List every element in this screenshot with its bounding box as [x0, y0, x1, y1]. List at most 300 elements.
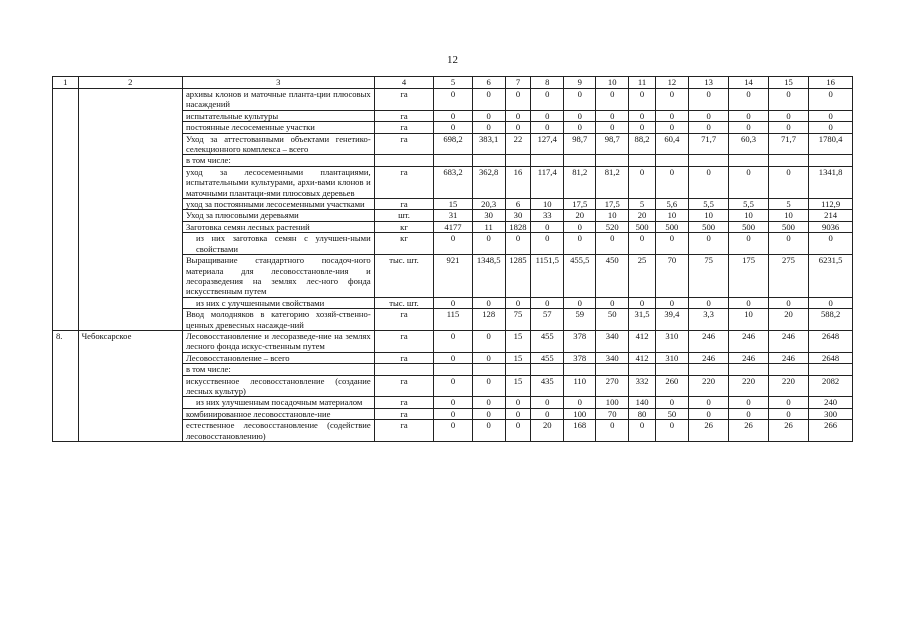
value-cell: 0	[768, 166, 808, 198]
value-cell: 0	[531, 397, 564, 408]
value-cell: 31	[434, 210, 472, 221]
value-cell	[564, 364, 596, 375]
value-cell	[434, 364, 472, 375]
value-cell: 0	[531, 89, 564, 111]
value-cell: 175	[729, 255, 768, 298]
value-cell: 10	[655, 210, 688, 221]
value-cell	[729, 364, 768, 375]
value-cell: 340	[596, 330, 629, 352]
value-cell: 220	[688, 375, 728, 397]
value-cell: 246	[768, 330, 808, 352]
unit-cell	[374, 364, 434, 375]
unit-cell: га	[374, 309, 434, 331]
activity-name-cell: Выращивание стандартного посадоч-ного материала для лесовосстановле-ния и лесоразведения на землях лес-ного фонда искусственным путем	[182, 255, 374, 298]
row-number-cell	[53, 89, 79, 331]
value-cell: 10	[768, 210, 808, 221]
column-number-cell: 10	[596, 77, 629, 89]
value-cell: 240	[809, 397, 853, 408]
table-row	[53, 89, 853, 111]
value-cell: 455,5	[564, 255, 596, 298]
activity-name-cell: постоянные лесосеменные участки	[182, 122, 374, 133]
value-cell: 500	[768, 221, 808, 232]
value-cell: 127,4	[531, 133, 564, 155]
value-cell: 0	[434, 122, 472, 133]
value-cell: 246	[768, 352, 808, 363]
value-cell: 22	[505, 133, 531, 155]
value-cell: 383,1	[472, 133, 505, 155]
value-cell: 0	[688, 408, 728, 419]
value-cell: 0	[629, 420, 656, 442]
column-number-cell: 7	[505, 77, 531, 89]
value-cell: 310	[655, 352, 688, 363]
value-cell: 0	[655, 397, 688, 408]
table-body	[53, 77, 853, 442]
value-cell: 0	[434, 420, 472, 442]
value-cell: 26	[688, 420, 728, 442]
value-cell: 0	[596, 110, 629, 121]
value-cell: 0	[655, 166, 688, 198]
value-cell: 0	[629, 122, 656, 133]
value-cell: 15	[505, 352, 531, 363]
value-cell: 0	[505, 110, 531, 121]
value-cell: 0	[472, 375, 505, 397]
value-cell: 20,3	[472, 199, 505, 210]
value-cell: 455	[531, 352, 564, 363]
value-cell: 0	[768, 233, 808, 255]
value-cell: 17,5	[564, 199, 596, 210]
value-cell: 57	[531, 309, 564, 331]
column-number-cell: 3	[182, 77, 374, 89]
value-cell: 455	[531, 330, 564, 352]
value-cell: 39,4	[655, 309, 688, 331]
value-cell: 0	[564, 297, 596, 308]
value-cell: 16	[505, 166, 531, 198]
value-cell: 1285	[505, 255, 531, 298]
value-cell: 26	[768, 420, 808, 442]
value-cell	[809, 155, 853, 166]
value-cell: 0	[472, 408, 505, 419]
value-cell: 0	[434, 408, 472, 419]
value-cell: 0	[472, 297, 505, 308]
forest-plan-table	[52, 76, 853, 442]
activity-name-cell: из них улучшенным посадочным материалом	[182, 397, 374, 408]
activity-name-cell: архивы клонов и маточные планта-ции плюсовых насаждений	[182, 89, 374, 111]
activity-name-cell: уход за постоянными лесосеменными участками	[182, 199, 374, 210]
value-cell: 1828	[505, 221, 531, 232]
value-cell: 10	[729, 210, 768, 221]
value-cell: 310	[655, 330, 688, 352]
value-cell: 0	[531, 297, 564, 308]
activity-name-cell: в том числе:	[182, 364, 374, 375]
value-cell: 75	[688, 255, 728, 298]
value-cell: 435	[531, 375, 564, 397]
value-cell: 220	[729, 375, 768, 397]
value-cell: 300	[809, 408, 853, 419]
forestry-name-cell	[78, 89, 182, 331]
value-cell: 25	[629, 255, 656, 298]
value-cell: 412	[629, 352, 656, 363]
value-cell: 5	[629, 199, 656, 210]
value-cell: 0	[531, 221, 564, 232]
activity-name-cell: Заготовка семян лесных растений	[182, 221, 374, 232]
value-cell	[629, 155, 656, 166]
unit-cell: га	[374, 89, 434, 111]
value-cell: 81,2	[596, 166, 629, 198]
value-cell: 0	[655, 122, 688, 133]
value-cell: 2648	[809, 352, 853, 363]
value-cell: 60,4	[655, 133, 688, 155]
value-cell: 0	[809, 122, 853, 133]
activity-name-cell: в том числе:	[182, 155, 374, 166]
value-cell: 0	[768, 89, 808, 111]
value-cell: 3,3	[688, 309, 728, 331]
value-cell: 71,7	[768, 133, 808, 155]
value-cell: 0	[472, 122, 505, 133]
value-cell: 450	[596, 255, 629, 298]
value-cell: 0	[809, 89, 853, 111]
value-cell: 378	[564, 352, 596, 363]
value-cell	[596, 155, 629, 166]
activity-name-cell: искусственное лесовосстановление (создание лесных культур)	[182, 375, 374, 397]
value-cell: 0	[629, 297, 656, 308]
value-cell: 362,8	[472, 166, 505, 198]
value-cell: 275	[768, 255, 808, 298]
value-cell: 88,2	[629, 133, 656, 155]
value-cell: 60,3	[729, 133, 768, 155]
value-cell: 50	[655, 408, 688, 419]
value-cell: 0	[472, 352, 505, 363]
activity-name-cell: комбинированное лесовосстановле-ние	[182, 408, 374, 419]
value-cell: 0	[768, 408, 808, 419]
value-cell: 98,7	[564, 133, 596, 155]
value-cell: 70	[596, 408, 629, 419]
value-cell: 71,7	[688, 133, 728, 155]
value-cell: 17,5	[596, 199, 629, 210]
column-number-cell: 9	[564, 77, 596, 89]
value-cell: 0	[809, 233, 853, 255]
value-cell: 1341,8	[809, 166, 853, 198]
value-cell: 112,9	[809, 199, 853, 210]
value-cell: 0	[505, 408, 531, 419]
value-cell: 0	[472, 110, 505, 121]
value-cell: 0	[564, 110, 596, 121]
value-cell: 412	[629, 330, 656, 352]
column-number-cell: 12	[655, 77, 688, 89]
value-cell: 0	[729, 166, 768, 198]
unit-cell: кг	[374, 221, 434, 232]
value-cell: 0	[629, 166, 656, 198]
unit-cell: кг	[374, 233, 434, 255]
unit-cell: га	[374, 408, 434, 419]
value-cell	[505, 364, 531, 375]
value-cell: 0	[655, 89, 688, 111]
value-cell: 500	[655, 221, 688, 232]
value-cell: 115	[434, 309, 472, 331]
value-cell: 31,5	[629, 309, 656, 331]
column-number-cell: 6	[472, 77, 505, 89]
value-cell: 0	[768, 397, 808, 408]
unit-cell: га	[374, 375, 434, 397]
value-cell: 246	[688, 352, 728, 363]
value-cell: 0	[531, 233, 564, 255]
value-cell: 20	[629, 210, 656, 221]
value-cell	[564, 155, 596, 166]
value-cell: 260	[655, 375, 688, 397]
value-cell: 0	[564, 233, 596, 255]
unit-cell: га	[374, 330, 434, 352]
unit-cell: тыс. шт.	[374, 297, 434, 308]
value-cell	[688, 155, 728, 166]
value-cell: 0	[688, 397, 728, 408]
value-cell: 0	[596, 89, 629, 111]
value-cell: 50	[596, 309, 629, 331]
value-cell: 698,2	[434, 133, 472, 155]
column-number-cell: 14	[729, 77, 768, 89]
value-cell	[472, 155, 505, 166]
value-cell: 500	[729, 221, 768, 232]
value-cell: 2648	[809, 330, 853, 352]
value-cell: 0	[729, 297, 768, 308]
value-cell: 100	[564, 408, 596, 419]
value-cell: 0	[564, 397, 596, 408]
value-cell: 33	[531, 210, 564, 221]
value-cell	[472, 364, 505, 375]
value-cell: 0	[688, 297, 728, 308]
value-cell	[531, 155, 564, 166]
value-cell: 0	[596, 122, 629, 133]
value-cell: 6231,5	[809, 255, 853, 298]
value-cell: 0	[472, 89, 505, 111]
value-cell: 332	[629, 375, 656, 397]
value-cell: 15	[434, 199, 472, 210]
value-cell: 128	[472, 309, 505, 331]
value-cell: 0	[531, 408, 564, 419]
unit-cell: га	[374, 420, 434, 442]
value-cell	[729, 155, 768, 166]
value-cell: 6	[505, 199, 531, 210]
activity-name-cell: Ввод молодняков в категорию хозяй-ственно-ценных древесных насажде-ний	[182, 309, 374, 331]
value-cell: 0	[531, 122, 564, 133]
value-cell: 0	[434, 330, 472, 352]
value-cell: 0	[655, 110, 688, 121]
value-cell: 0	[531, 110, 564, 121]
value-cell: 0	[434, 297, 472, 308]
value-cell: 921	[434, 255, 472, 298]
value-cell: 266	[809, 420, 853, 442]
value-cell: 0	[505, 233, 531, 255]
value-cell: 0	[629, 89, 656, 111]
column-number-cell: 15	[768, 77, 808, 89]
value-cell: 0	[505, 89, 531, 111]
value-cell: 5,5	[729, 199, 768, 210]
column-number-cell: 5	[434, 77, 472, 89]
value-cell: 20	[768, 309, 808, 331]
value-cell: 75	[505, 309, 531, 331]
row-number-cell: 8.	[53, 330, 79, 441]
value-cell: 220	[768, 375, 808, 397]
value-cell: 270	[596, 375, 629, 397]
value-cell	[688, 364, 728, 375]
value-cell: 0	[596, 233, 629, 255]
value-cell: 98,7	[596, 133, 629, 155]
value-cell: 20	[531, 420, 564, 442]
value-cell: 0	[629, 233, 656, 255]
value-cell: 0	[505, 397, 531, 408]
value-cell: 81,2	[564, 166, 596, 198]
value-cell: 0	[434, 397, 472, 408]
unit-cell	[374, 155, 434, 166]
forestry-name-cell: Чебоксарское	[78, 330, 182, 441]
value-cell	[629, 364, 656, 375]
value-cell: 5,6	[655, 199, 688, 210]
value-cell: 10	[531, 199, 564, 210]
value-cell: 1348,5	[472, 255, 505, 298]
unit-cell: тыс. шт.	[374, 255, 434, 298]
unit-cell: га	[374, 397, 434, 408]
value-cell: 2082	[809, 375, 853, 397]
value-cell: 0	[729, 89, 768, 111]
activity-name-cell: из них с улучшенными свойствами	[182, 297, 374, 308]
table-row	[53, 330, 853, 352]
value-cell: 0	[629, 110, 656, 121]
value-cell: 0	[729, 408, 768, 419]
value-cell: 520	[596, 221, 629, 232]
column-number-cell: 16	[809, 77, 853, 89]
value-cell: 0	[434, 375, 472, 397]
value-cell: 0	[809, 110, 853, 121]
value-cell: 117,4	[531, 166, 564, 198]
value-cell: 0	[768, 297, 808, 308]
value-cell: 0	[434, 233, 472, 255]
value-cell: 0	[729, 122, 768, 133]
activity-name-cell: естественное лесовосстановление (содействие лесовосстановлению)	[182, 420, 374, 442]
value-cell: 378	[564, 330, 596, 352]
value-cell: 0	[688, 166, 728, 198]
unit-cell: га	[374, 122, 434, 133]
value-cell: 59	[564, 309, 596, 331]
value-cell: 15	[505, 375, 531, 397]
activity-name-cell: Лесовосстановление и лесоразведе-ние на землях лесного фонда искус-ственным путем	[182, 330, 374, 352]
value-cell: 100	[596, 397, 629, 408]
value-cell: 5,5	[688, 199, 728, 210]
value-cell: 0	[729, 233, 768, 255]
value-cell: 0	[655, 233, 688, 255]
column-number-cell: 4	[374, 77, 434, 89]
value-cell: 0	[809, 297, 853, 308]
column-number-cell: 13	[688, 77, 728, 89]
column-number-cell: 2	[78, 77, 182, 89]
activity-name-cell: Уход за аттестованными объектами генетико-селекционного комплекса – всего	[182, 133, 374, 155]
value-cell: 588,2	[809, 309, 853, 331]
value-cell: 1780,4	[809, 133, 853, 155]
value-cell	[531, 364, 564, 375]
value-cell: 340	[596, 352, 629, 363]
activity-name-cell: Уход за плюсовыми деревьями	[182, 210, 374, 221]
unit-cell: га	[374, 110, 434, 121]
value-cell: 168	[564, 420, 596, 442]
value-cell: 0	[505, 122, 531, 133]
value-cell: 0	[472, 233, 505, 255]
value-cell: 0	[564, 221, 596, 232]
value-cell	[655, 155, 688, 166]
value-cell: 0	[564, 122, 596, 133]
page-number: 12	[447, 54, 458, 66]
value-cell	[505, 155, 531, 166]
value-cell	[655, 364, 688, 375]
value-cell	[434, 155, 472, 166]
value-cell: 683,2	[434, 166, 472, 198]
value-cell: 15	[505, 330, 531, 352]
value-cell: 30	[472, 210, 505, 221]
value-cell: 500	[629, 221, 656, 232]
column-number-cell: 11	[629, 77, 656, 89]
value-cell: 11	[472, 221, 505, 232]
value-cell: 10	[729, 309, 768, 331]
column-number-cell: 1	[53, 77, 79, 89]
value-cell: 0	[596, 297, 629, 308]
value-cell: 4177	[434, 221, 472, 232]
value-cell: 0	[472, 420, 505, 442]
value-cell: 1151,5	[531, 255, 564, 298]
value-cell: 246	[729, 330, 768, 352]
value-cell	[809, 364, 853, 375]
column-number-cell: 8	[531, 77, 564, 89]
activity-name-cell: из них заготовка семян с улучшен-ными свойствами	[182, 233, 374, 255]
value-cell: 0	[729, 110, 768, 121]
activity-name-cell: уход за лесосеменными плантациями, испытательными культурами, архи-вами клонов и маточными плантаци-ями плюсовых деревьев	[182, 166, 374, 198]
value-cell: 70	[655, 255, 688, 298]
value-cell: 0	[596, 420, 629, 442]
value-cell: 0	[505, 297, 531, 308]
value-cell: 20	[564, 210, 596, 221]
value-cell: 246	[729, 352, 768, 363]
value-cell: 26	[729, 420, 768, 442]
activity-name-cell: Лесовосстановление – всего	[182, 352, 374, 363]
value-cell: 5	[768, 199, 808, 210]
value-cell: 140	[629, 397, 656, 408]
activity-name-cell: испытательные культуры	[182, 110, 374, 121]
value-cell: 0	[768, 110, 808, 121]
value-cell	[768, 364, 808, 375]
value-cell: 0	[655, 297, 688, 308]
unit-cell: га	[374, 166, 434, 198]
value-cell: 9036	[809, 221, 853, 232]
value-cell: 30	[505, 210, 531, 221]
unit-cell: га	[374, 199, 434, 210]
value-cell: 500	[688, 221, 728, 232]
value-cell: 0	[472, 397, 505, 408]
value-cell: 0	[688, 89, 728, 111]
value-cell: 0	[434, 110, 472, 121]
value-cell: 0	[729, 397, 768, 408]
value-cell: 0	[434, 352, 472, 363]
unit-cell: га	[374, 352, 434, 363]
value-cell: 214	[809, 210, 853, 221]
value-cell: 0	[655, 420, 688, 442]
value-cell	[768, 155, 808, 166]
value-cell: 246	[688, 330, 728, 352]
value-cell: 0	[688, 122, 728, 133]
value-cell: 0	[768, 122, 808, 133]
value-cell: 0	[688, 233, 728, 255]
value-cell: 10	[688, 210, 728, 221]
value-cell: 0	[564, 89, 596, 111]
value-cell: 0	[505, 420, 531, 442]
value-cell: 10	[596, 210, 629, 221]
value-cell	[596, 364, 629, 375]
column-number-row	[53, 77, 853, 89]
value-cell: 0	[688, 110, 728, 121]
